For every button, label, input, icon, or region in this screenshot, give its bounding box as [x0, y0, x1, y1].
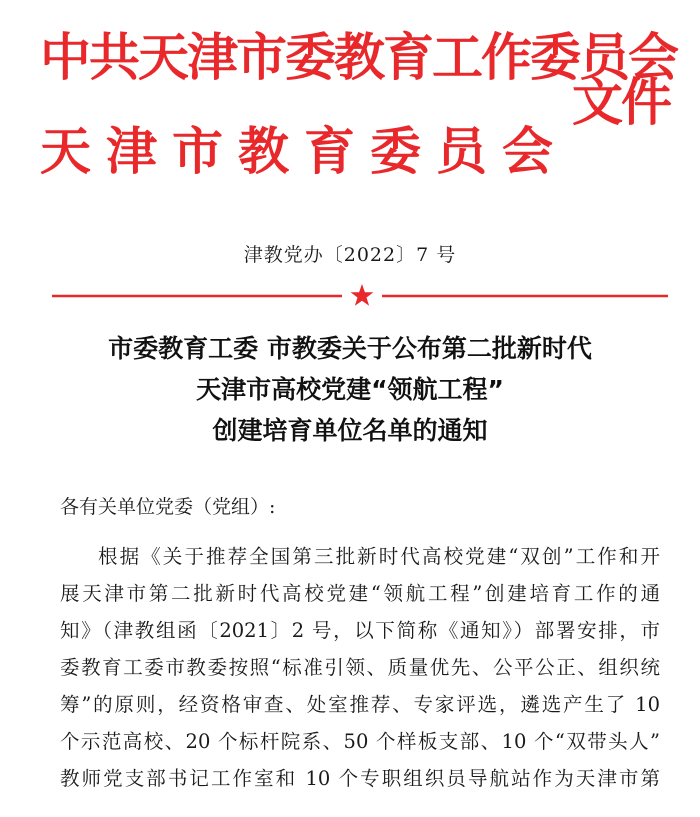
red-divider [0, 284, 700, 308]
body-line: 知》（津教组函〔2021〕2 号，以下简称《通知》）部署安排，市 [60, 619, 660, 642]
body-line: 教师党支部书记工作室和 10 个专职组织员导航站作为天津市第 [60, 767, 660, 790]
body-line: 委教育工委市教委按照“标准引领、质量优先、公平公正、组织统 [60, 656, 660, 679]
star-icon [351, 284, 374, 306]
body-line: 个示范高校、20 个标杆院系、50 个样板支部、10 个“双带头人” [60, 730, 660, 753]
document-word: 文件 [572, 74, 671, 133]
red-header [0, 0, 700, 215]
body-paragraph [60, 538, 660, 797]
body-line: 筹”的原则，经资格审查、处室推荐、专家评选，遴选产生了 10 [60, 693, 660, 716]
title-line-1: 市委教育工委 市教委关于公布第二批新时代 [108, 334, 592, 363]
body-line: 根据《关于推荐全国第三批新时代高校党建“双创”工作和开 [98, 545, 660, 568]
issuer-education-commission: 天津市教育委员会 [40, 123, 569, 182]
divider-graphic [0, 284, 700, 308]
issuer-party-committee: 中共天津市委教育工作委员会 [40, 29, 678, 88]
document-number: 津教党办〔2022〕7 号 [243, 244, 457, 266]
body-line: 展天津市第二批新时代高校党建“领航工程”创建培育工作的通 [60, 582, 660, 605]
title-line-2: 天津市高校党建“领航工程” [196, 375, 504, 404]
document-title [0, 328, 700, 451]
title-line-3: 创建培育单位名单的通知 [212, 416, 488, 445]
salutation: 各有关单位党委（党组）: [60, 496, 276, 518]
